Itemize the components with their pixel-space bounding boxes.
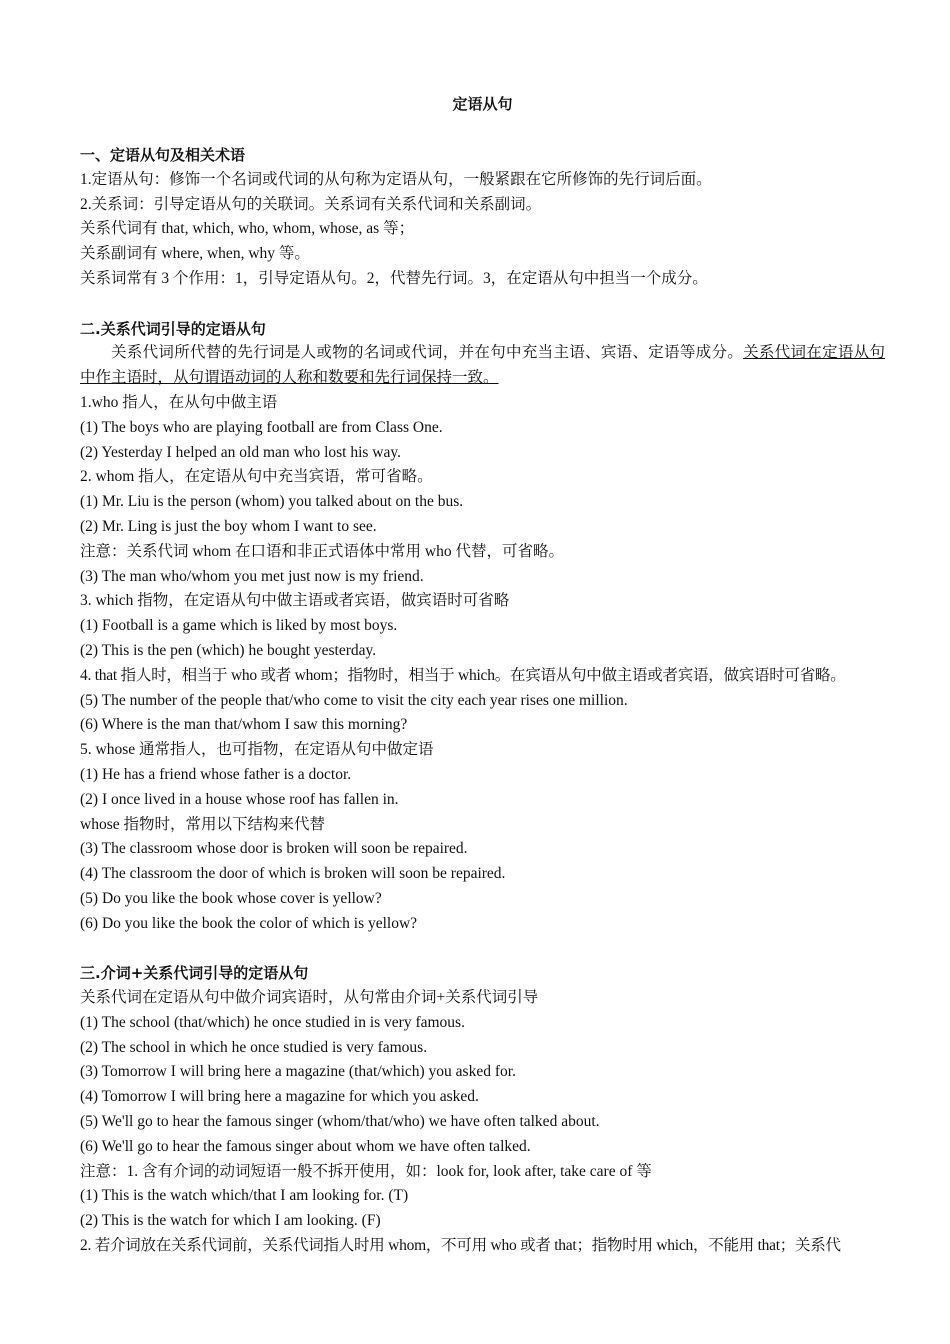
text-line: 关系副词有 where, when, why 等。	[80, 245, 310, 263]
intro-underlined-text: 关系代词在定语从句中作主语时，从句谓语动词的人称和数要和先行词保持一致。	[80, 344, 885, 387]
example-sentence: (3) Tomorrow I will bring here a magazine (that/which) you asked for.	[80, 1063, 516, 1081]
text-line: 1.定语从句：修饰一个名词或代词的从句称为定语从句，一般紧跟在它所修饰的先行词后面。	[80, 170, 712, 188]
example-sentence: (3) The classroom whose door is broken will soon be repaired.	[80, 840, 468, 858]
section-2	[80, 317, 885, 937]
intro-text: 关系代词所代替的先行词是人或物的名词或代词，并在句中充当主语、宾语、定语等成分。	[111, 344, 744, 362]
example-sentence: (2) I once lived in a house whose roof has fallen in.	[80, 790, 399, 808]
section-heading: 一、定语从句及相关术语	[80, 146, 246, 164]
note-line: 2. 若介词放在关系代词前，关系代词指人时用 whom，不可用 who 或者 that；指物时用 which，不能用 that；关系代	[80, 1237, 841, 1255]
example-sentence: (6) Where is the man that/whom I saw this morning?	[80, 716, 408, 734]
document-body	[80, 92, 885, 1259]
text-line: 4. that 指人时，相当于 who 或者 whom；指物时，相当于 which。在宾语从句中做主语或者宾语，做宾语时可省略。	[80, 666, 846, 684]
text-line: 关系词常有 3 个作用：1，引导定语从句。2，代替先行词。3，在定语从句中担当一个成分。	[80, 269, 708, 287]
example-sentence: (2) Mr. Ling is just the boy whom I want to see.	[80, 517, 377, 535]
blank-line	[80, 292, 885, 317]
example-sentence: (6) We'll go to hear the famous singer about whom we have often talked.	[80, 1137, 531, 1155]
text-line: 1.who 指人，在从句中做主语	[80, 393, 278, 411]
example-sentence: (5) We'll go to hear the famous singer (whom/that/who) we have often talked about.	[80, 1113, 600, 1131]
example-sentence: (2) The school in which he once studied is very famous.	[80, 1038, 428, 1056]
example-sentence: (4) The classroom the door of which is broken will soon be repaired.	[80, 865, 506, 883]
example-sentence: (1) Football is a game which is liked by most boys.	[80, 617, 398, 635]
example-sentence: (4) Tomorrow I will bring here a magazine for which you asked.	[80, 1088, 479, 1106]
example-sentence: (1) He has a friend whose father is a doctor.	[80, 765, 352, 783]
example-sentence: (5) The number of the people that/who come to visit the city each year rises one million.	[80, 691, 628, 709]
section-heading: 三.介词+关系代词引导的定语从句	[80, 964, 309, 983]
text-line: whose 指物时，常用以下结构来代替	[80, 815, 325, 833]
section-1	[80, 143, 885, 292]
section-heading: 二.关系代词引导的定语从句	[80, 319, 266, 338]
text-line: 关系代词有 that, which, who, whom, whose, as 等；	[80, 220, 415, 238]
document-title: 定语从句	[452, 95, 513, 113]
example-sentence: (5) Do you like the book whose cover is yellow?	[80, 889, 382, 907]
text-line: 2.关系词：引导定语从句的关联词。关系词有关系代词和关系副词。	[80, 195, 542, 213]
example-sentence: (2) Yesterday I helped an old man who lost his way.	[80, 443, 401, 461]
example-sentence: (6) Do you like the book the color of which is yellow?	[80, 914, 418, 932]
example-sentence: (1) The school (that/which) he once studied in is very famous.	[80, 1013, 465, 1031]
example-sentence: (2) This is the pen (which) he bought yesterday.	[80, 641, 377, 659]
note-line: 注意：1. 含有介词的动词短语一般不拆开使用，如：look for, look after, take care of 等	[80, 1162, 652, 1180]
text-line: 3. which 指物，在定语从句中做主语或者宾语，做宾语时可省略	[80, 592, 510, 610]
example-sentence: (2) This is the watch for which I am looking. (F)	[80, 1212, 381, 1230]
blank-line	[80, 937, 885, 962]
text-line: 5. whose 通常指人，也可指物，在定语从句中做定语	[80, 741, 434, 759]
example-sentence: (1) Mr. Liu is the person (whom) you talked about on the bus.	[80, 493, 464, 511]
example-sentence: (3) The man who/whom you met just now is my friend.	[80, 567, 424, 585]
note-line: 注意：关系代词 whom 在口语和非正式语体中常用 who 代替，可省略。	[80, 542, 564, 560]
intro-paragraph	[80, 341, 885, 391]
example-sentence: (1) The boys who are playing football are from Class One.	[80, 418, 443, 436]
text-line: 关系代词在定语从句中做介词宾语时，从句常由介词+关系代词引导	[80, 989, 539, 1007]
section-3	[80, 961, 885, 1259]
example-sentence: (1) This is the watch which/that I am looking for. (T)	[80, 1187, 409, 1205]
text-line: 2. whom 指人，在定语从句中充当宾语，常可省略。	[80, 468, 433, 486]
